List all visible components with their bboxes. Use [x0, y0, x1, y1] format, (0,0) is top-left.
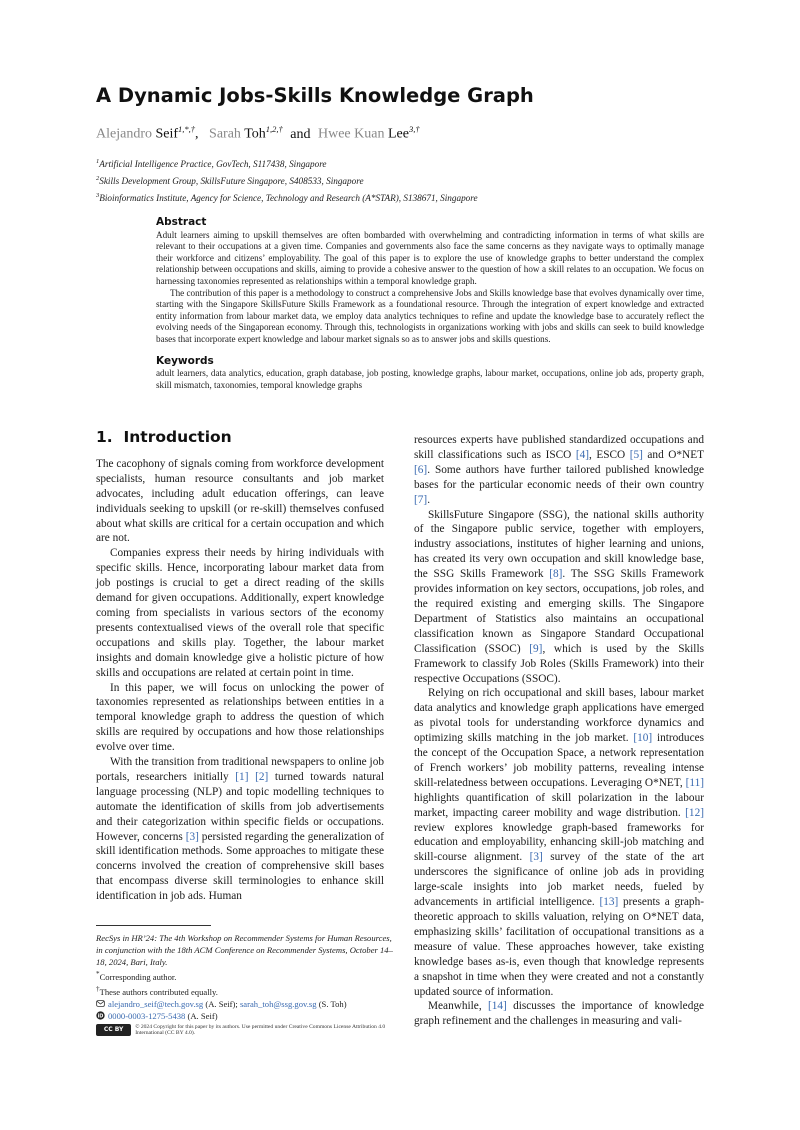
orcid-link[interactable]: 0000-0003-1275-5438: [108, 1010, 186, 1021]
body-text: SkillsFuture Singapore (SSG), the national skills authority of the Singapore public service, together with employers, industry associations, institutes of higher learning and unions, has created its very own occupation and skill knowledge base, the SSG Skills Framework: [414, 508, 704, 581]
email-footnote: [96, 998, 396, 1010]
author-given-name: Hwee Kuan: [317, 126, 385, 142]
email-owner: (A. Seif);: [203, 998, 240, 1009]
body-text: turned towards natural language processing (NLP) and topic modelling techniques to automate the identification of skills from job advertisements and their categorization within specific fields or occupations. However, concerns: [96, 770, 385, 843]
body-paragraph: [96, 755, 384, 904]
email-owner: (S. Toh): [316, 998, 347, 1009]
author-marks: 3,†: [408, 124, 420, 134]
body-text: discusses the importance of knowledge graph refinement and the challenges in measuring and vali-: [414, 1000, 705, 1028]
body-text: .: [427, 493, 431, 506]
affiliation-number: 3: [96, 191, 100, 199]
citation-link[interactable]: [6]: [414, 463, 428, 476]
citation-link[interactable]: [1]: [235, 770, 249, 783]
citation-link[interactable]: [8]: [549, 568, 563, 581]
author-and: and: [290, 126, 311, 142]
body-text: , ESCO: [589, 448, 630, 461]
body-text: review explores knowledge graph-based frameworks for education and employability, enhancing skill-job matching and skill-course alignment.: [414, 821, 704, 864]
citation-link[interactable]: [2]: [255, 770, 269, 783]
affiliation: [96, 189, 736, 206]
section-heading: [96, 430, 384, 445]
footnote-text: These authors contributed equally.: [99, 986, 218, 997]
body-text: . Some authors have further tailored published knowledge bases for the particular economic needs of their own country: [414, 463, 704, 491]
author-family-name: Toh: [244, 126, 266, 142]
license-row: [96, 1024, 396, 1037]
author-family-name: Seif: [155, 126, 179, 142]
citation-link[interactable]: [14]: [487, 1000, 507, 1013]
affiliation-text: Artificial Intelligence Practice, GovTech, S117438, Singapore: [99, 159, 327, 170]
citation-link[interactable]: [7]: [414, 493, 428, 506]
body-paragraph: [414, 999, 704, 1029]
affiliation-number: 2: [96, 174, 100, 182]
body-text: and O*NET: [642, 448, 705, 461]
body-paragraph: [414, 686, 704, 999]
abstract-paragraph: The contribution of this paper is a methodology to construct a comprehensive Jobs and Skills knowledge base that evolves dynamically over time, starting with the Singapore SkillsFuture Skills Framework as a foundational resource. Through the integration of expert knowledge and extracted entity information from labour market data, we employ data analytics techniques to refine and update the knowledge base to accurately reflect the evolving needs of the Singaporean economy. Through this, technologists in organizations working with jobs and skills can seek to build knowledge bases that incorporate expert knowledge and labour market signals so as to answer jobs and skills questions.: [156, 287, 704, 344]
citation-link[interactable]: [13]: [599, 896, 619, 909]
body-paragraph: [414, 508, 704, 687]
affiliation: [96, 172, 736, 189]
citation-link[interactable]: [12]: [685, 806, 704, 819]
body-paragraph: In this paper, we will focus on unlocking the power of taxonomies represented as relationships between entities in a temporal knowledge graph to address the question of which skills are required by occupations and how those relationships evolve over time.: [96, 681, 384, 754]
orcid-icon: [96, 1011, 105, 1020]
orcid-footnote: [96, 1010, 396, 1022]
affiliation-text: Skills Development Group, SkillsFuture Singapore, S408533, Singapore: [99, 175, 364, 186]
citation-link[interactable]: [3]: [529, 851, 543, 864]
body-text: resources experts have published standardized occupations and skill classifications such as ISCO: [414, 434, 704, 461]
email-link[interactable]: sarah_toh@ssg.gov.sg: [239, 998, 317, 1009]
body-text: Relying on rich occupational and skill bases, labour market data analytics and knowledge graph applications have emerged as pivotal tools for understanding workforce dynamics and optimizing skills matching in the job market.: [414, 687, 704, 745]
body-paragraph: The cacophony of signals coming from workforce development specialists, human resource consultants and job market advocates, including adult education offerings, can leave individuals seeking to upskill (or re-skill) themselves confused about what skills are critical for a certain occupation and which are not.: [96, 457, 384, 545]
body-text: . The SSG Skills Framework provides information on key sectors, occupations, job roles, and the required existing and emerging skills. The Singapore Department of Statistics also maintains an occupational classification known as Singapore Standard Occupational Classification (SSOC): [414, 568, 704, 655]
affiliation-list: [96, 155, 736, 205]
citation-link[interactable]: [3]: [185, 830, 199, 843]
section-number: 1.: [96, 428, 113, 446]
body-text: introduces the concept of the Occupation Space, a network representation of French workers’ job mobility patterns, revealing intense skill-relatedness between occupations. Leveraging O*NET,: [414, 732, 705, 789]
affiliation-text: Bioinformatics Institute, Agency for Science, Technology and Research (A*STAR), S138671, Singapore: [99, 192, 478, 203]
footnote-text: Corresponding author.: [99, 971, 177, 982]
equal-contribution-footnote: [96, 983, 396, 998]
body-text: survey of the state of the art underscores the significance of online job ads in providing large-scale insights into job market needs, fueled by advancements in artificial intelligence.: [414, 851, 704, 909]
abstract-paragraph: Adult learners aiming to upskill themselves are often bombarded with overwhelming and contradicting information in terms of what skills are relevant to their occupations at a given time. Companies and governments also face the same concerns as they navigate ways to optimally manage their workforce and citizens’ employability. The goal of this paper is to explore the use of knowledge graphs to better understand the complex relationship between occupations and skills, aiming to provide a cohesive answer to the question of how a skill relates to an occupation. We focus on harnessing taxonomies represented as relationships within a temporal knowledge graph.: [156, 229, 704, 286]
abstract-heading: Abstract: [156, 216, 207, 228]
citation-link[interactable]: [4]: [575, 448, 590, 461]
footnote-rule: [96, 925, 211, 926]
svg-text:iD: iD: [97, 1013, 104, 1020]
body-text: persisted regarding the generalization of skill identification methods. Some approaches to mitigate these concerns involved the creation of comprehensive skill bases that encompass diverse skill terminologies to enhance skill identification in job ads. Human: [96, 830, 384, 903]
affiliation: [96, 155, 736, 172]
corresponding-footnote: [96, 968, 396, 983]
citation-link[interactable]: [11]: [685, 776, 704, 789]
author-given-name: Alejandro: [96, 126, 152, 142]
body-paragraph: [414, 433, 704, 508]
citation-link[interactable]: [5]: [629, 448, 643, 461]
body-text: With the transition from traditional newspapers to online job portals, researchers initially: [96, 756, 384, 783]
affiliation-number: 1: [96, 158, 100, 165]
body-text: , which is used by the Skills Framework to classify Job Roles (Skills Framework) into their respective Occupations (SSOC).: [414, 642, 704, 685]
venue-footnote: RecSys in HR’24: The 4th Workshop on Recommender Systems for Human Resources, in conjunction with the 18th ACM Conference on Recommender Systems, October 14–18, 2024, Bari, Italy.: [96, 933, 393, 967]
abstract-section: [156, 217, 704, 391]
email-link[interactable]: alejandro_seif@tech.gov.sg: [108, 998, 204, 1009]
body-text: highlights quantification of skill polarization in the labour market, impacting career mobility and wage distribution.: [414, 791, 704, 819]
author-marks: 1,2,†: [265, 124, 283, 134]
copyright-text: © 2024 Copyright for this paper by its authors. Use permitted under Creative Commons License Attribution 4.0 International (CC BY 4.0).: [135, 1023, 386, 1037]
envelope-icon: [96, 999, 105, 1008]
author-family-name: Lee: [387, 126, 409, 142]
creative-commons-icon: CC BY: [96, 1024, 131, 1036]
body-paragraph: Companies express their needs by hiring individuals with specific skills. Hence, incorporating labour market data from job postings is crucial to get a direct reading of the skills demand for given occupations. Additionally, expert knowledge coming from specialists in various sectors of the economy presents contextualised views of the overall role that specific occupations and skills play. Together, the labour market insights and domain knowledge give a holistic picture of how skills and occupations are related at certain point in time.: [96, 547, 384, 679]
body-text: presents a graph-theoretic approach to skills valuation, relying on O*NET data, emphasizing skills’ facilitation of occupational transitions as a measure of value. These approaches however, take existing knowledge bases as-is, even though that knowledge represents a snapshot in time when they were created and not a constantly updated source of information.: [414, 896, 704, 998]
paper-title: A Dynamic Jobs-Skills Knowledge Graph: [96, 84, 534, 107]
footnote-mark: †: [96, 984, 100, 993]
keywords-heading: Keywords: [156, 354, 214, 367]
citation-link[interactable]: [10]: [633, 732, 653, 745]
author-separator: ,: [195, 126, 199, 142]
author-given-name: Sarah: [209, 126, 241, 142]
keywords-text: adult learners, data analytics, education, graph database, job posting, knowledge graphs, labour market, occupations, online job ads, property graph, skill mismatch, taxonomies, temporal knowledge graphs: [156, 368, 704, 390]
orcid-owner: (A. Seif): [185, 1010, 218, 1021]
author-marks: 1,*,†: [178, 124, 196, 134]
author-list: [96, 124, 716, 143]
footnote-mark: *: [96, 970, 100, 978]
left-column: [96, 430, 384, 904]
body-text: Meanwhile,: [428, 1000, 488, 1013]
section-title: Introduction: [123, 428, 232, 446]
right-column: [414, 433, 704, 1029]
footnotes: [96, 925, 396, 1037]
citation-link[interactable]: [9]: [529, 642, 543, 655]
